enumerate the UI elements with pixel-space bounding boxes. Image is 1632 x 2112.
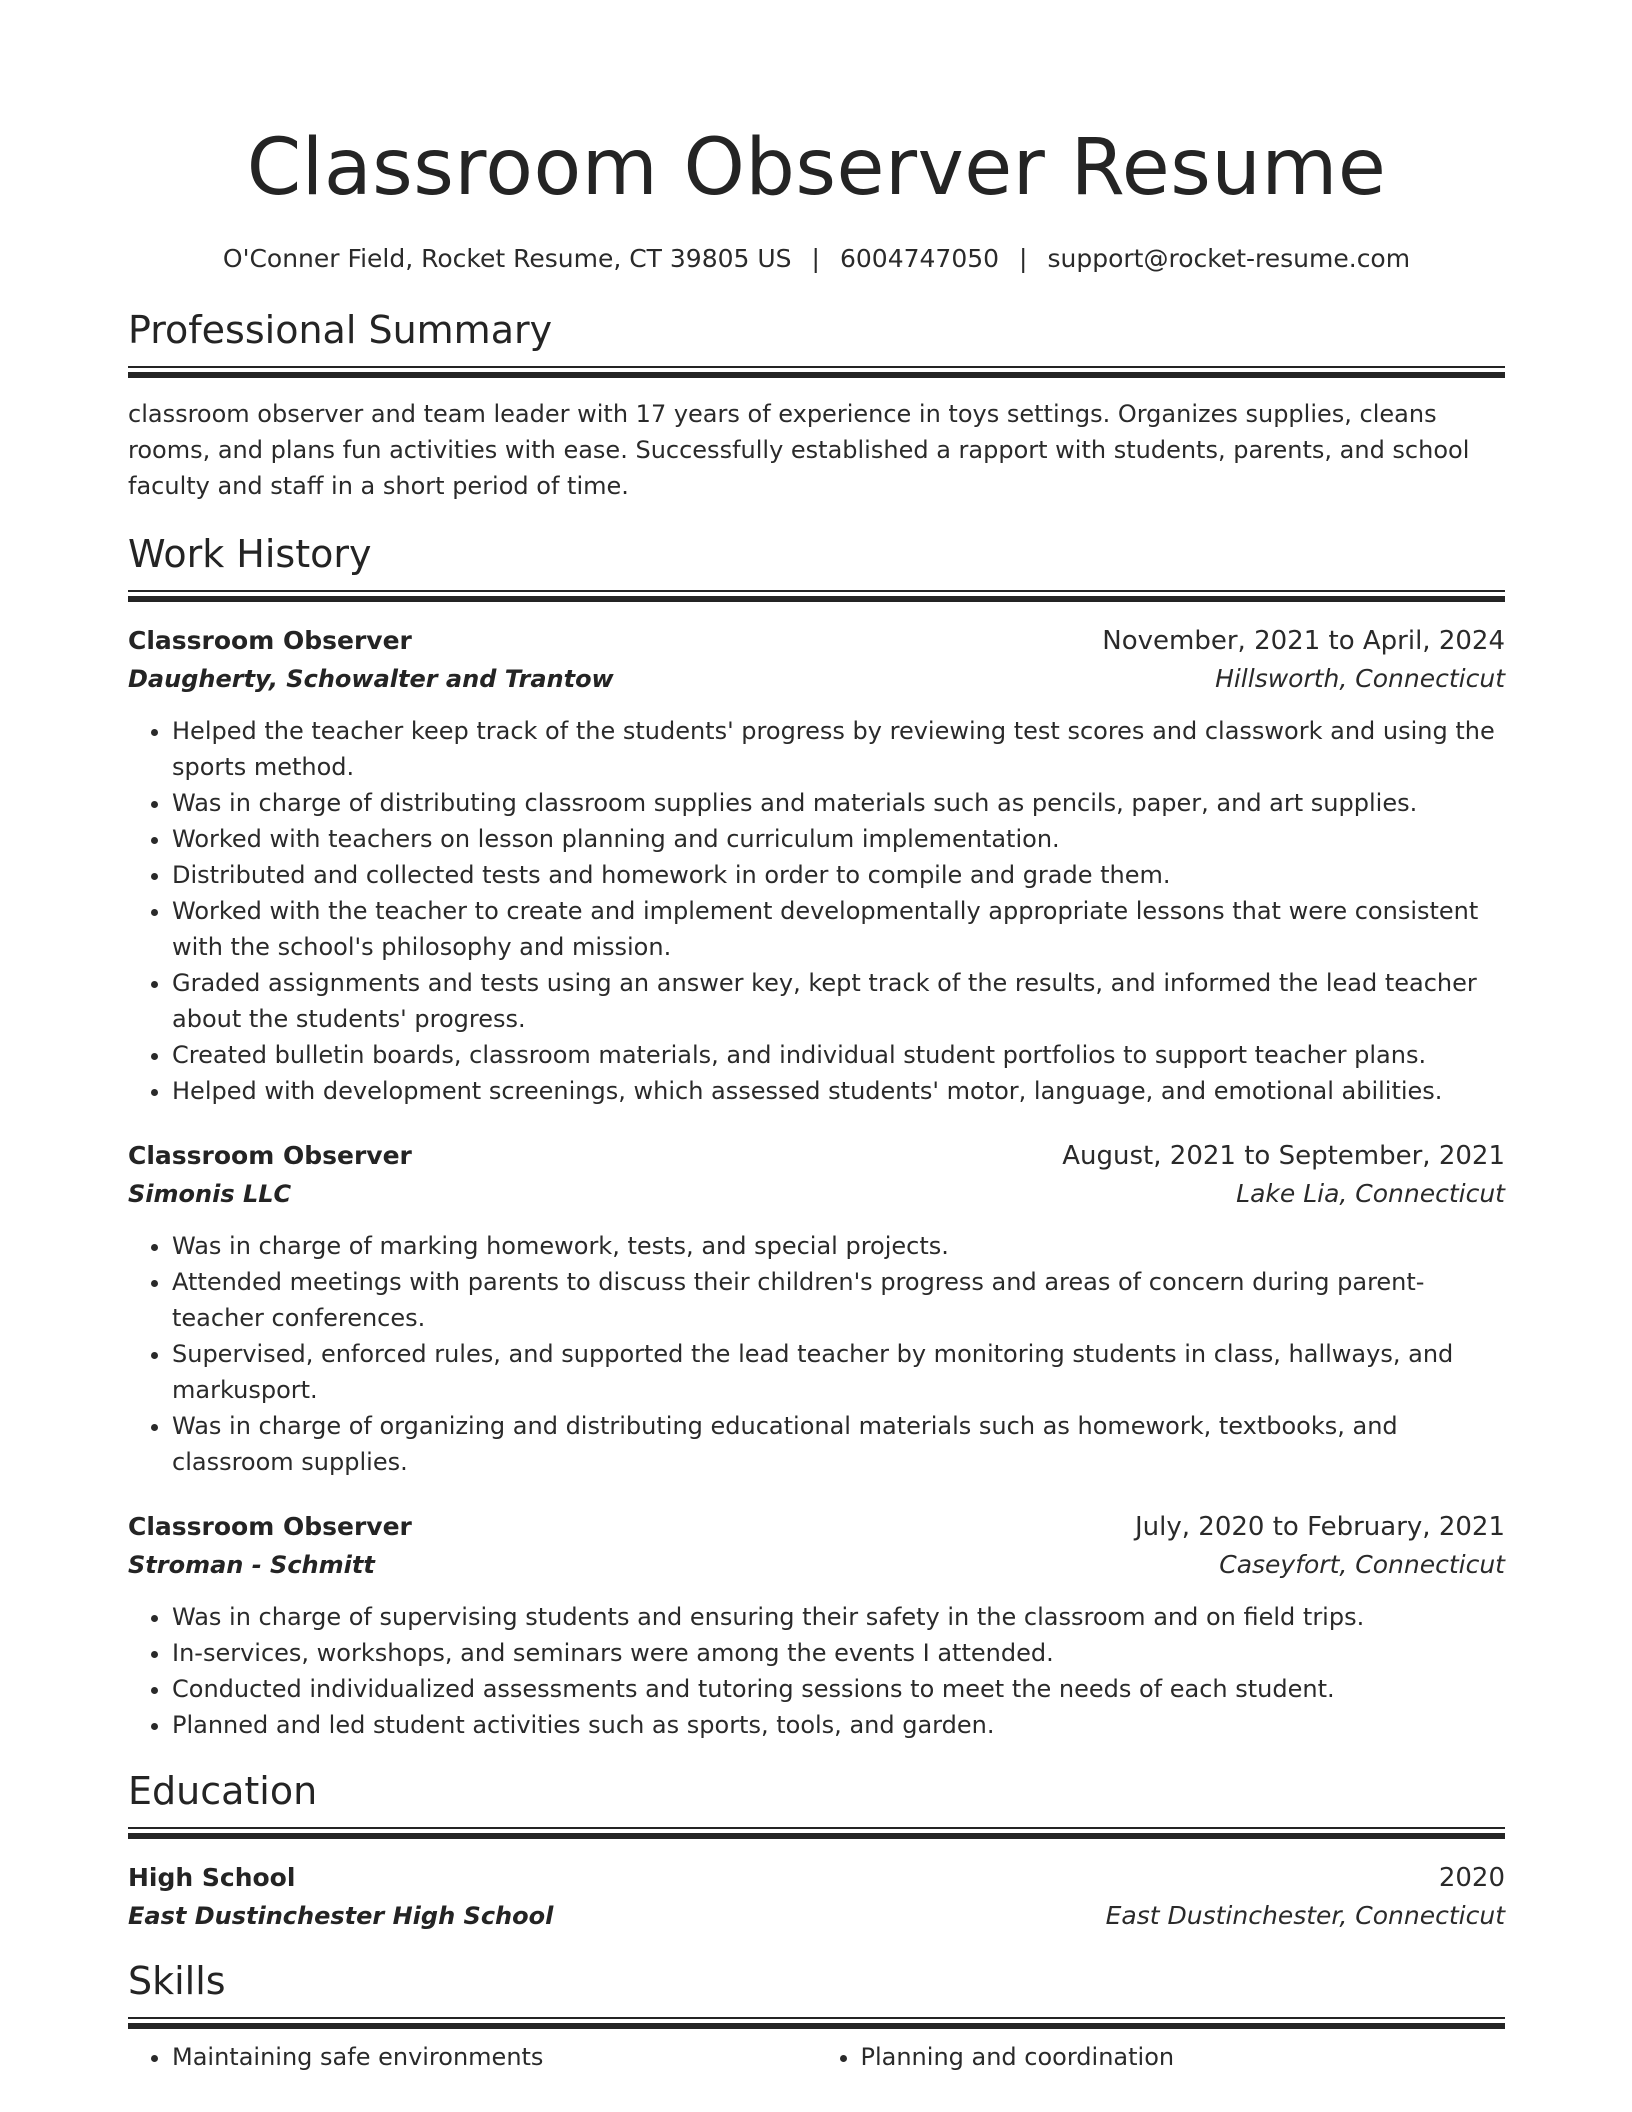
job-company: Daugherty, Schowalter and Trantow xyxy=(128,665,614,693)
job-header-row xyxy=(128,622,1505,660)
list-item: • Helped with development screenings, which assessed students' motor, language, and emotional abilities. xyxy=(172,1073,1505,1109)
job-location: Caseyfort, Connecticut xyxy=(1219,1550,1505,1579)
section-divider xyxy=(128,1827,1505,1839)
education-location: East Dustinchester, Connecticut xyxy=(1105,1901,1505,1930)
job-dates: November, 2021 to April, 2024 xyxy=(1102,626,1505,656)
work-history-section xyxy=(128,530,1505,1743)
skills-section xyxy=(128,1957,1505,2075)
job-location: Hillsworth, Connecticut xyxy=(1215,664,1505,693)
summary-text: classroom observer and team leader with 17 years of experience in toys settings. Organizes supplies, cleans rooms, and plans fun activities with ease. Successfully established a rapport with students, parents, and school faculty and staff in a short period of time. xyxy=(128,400,1470,500)
list-item: • Was in charge of supervising students and ensuring their safety in the classroom and on field trips. xyxy=(172,1599,1505,1635)
contact-address: O'Conner Field, Rocket Resume, CT 39805 US xyxy=(222,244,792,273)
job-header-row xyxy=(128,1137,1505,1175)
section-divider xyxy=(128,366,1505,378)
section-divider xyxy=(128,590,1505,602)
education-section xyxy=(128,1767,1505,1935)
education-heading: Education xyxy=(128,1769,318,1813)
education-school: East Dustinchester High School xyxy=(128,1902,554,1930)
job-title: Classroom Observer xyxy=(128,1512,412,1541)
list-item: • Was in charge of distributing classroom supplies and materials such as pencils, paper, and art supplies. xyxy=(172,785,1505,821)
list-item: • Graded assignments and tests using an answer key, kept track of the results, and informed the lead teacher about the students' progress. xyxy=(172,965,1505,1037)
job-company: Stroman - Schmitt xyxy=(128,1551,375,1579)
job-header-row xyxy=(128,1508,1505,1546)
section-divider xyxy=(128,2017,1505,2029)
contact-phone: 6004747050 xyxy=(839,244,1000,273)
skills-heading: Skills xyxy=(128,1959,226,2003)
job-company-row xyxy=(128,1175,1505,1213)
list-item: • Was in charge of organizing and distributing educational materials such as homework, textbooks, and classroom supplies. xyxy=(172,1408,1505,1480)
contact-separator: | xyxy=(811,244,820,273)
education-school-row xyxy=(128,1897,1505,1935)
contact-line xyxy=(128,242,1505,276)
list-item: • Attended meetings with parents to discuss their children's progress and areas of concern during parent-teacher conferences. xyxy=(172,1264,1505,1336)
job-duties-list xyxy=(128,1228,1505,1480)
list-item: • Was in charge of marking homework, tests, and special projects. xyxy=(172,1228,1505,1264)
job-title: Classroom Observer xyxy=(128,1141,412,1170)
list-item: • Worked with the teacher to create and implement developmentally appropriate lessons that were consistent with the school's philosophy and mission. xyxy=(172,893,1505,965)
job-entry xyxy=(128,1508,1505,1743)
list-item: • Distributed and collected tests and homework in order to compile and grade them. xyxy=(172,857,1505,893)
skills-column-left xyxy=(128,2039,817,2075)
list-item: • Worked with teachers on lesson planning and curriculum implementation. xyxy=(172,821,1505,857)
skills-list xyxy=(128,2039,1505,2075)
list-item: • Planned and led student activities such as sports, tools, and garden. xyxy=(172,1707,1505,1743)
education-year: 2020 xyxy=(1438,1863,1505,1893)
job-dates: August, 2021 to September, 2021 xyxy=(1062,1141,1505,1171)
list-item: • Conducted individualized assessments and tutoring sessions to meet the needs of each student. xyxy=(172,1671,1505,1707)
job-company: Simonis LLC xyxy=(128,1180,292,1208)
job-entry xyxy=(128,622,1505,1109)
list-item: • Created bulletin boards, classroom materials, and individual student portfolios to support teacher plans. xyxy=(172,1037,1505,1073)
education-header-row xyxy=(128,1859,1505,1897)
skills-column-right xyxy=(817,2039,1506,2075)
list-item: • Helped the teacher keep track of the students' progress by reviewing test scores and classwork and using the sports method. xyxy=(172,713,1505,785)
job-location: Lake Lia, Connecticut xyxy=(1236,1179,1505,1208)
work-history-heading: Work History xyxy=(128,532,372,576)
contact-separator: | xyxy=(1019,244,1028,273)
job-dates: July, 2020 to February, 2021 xyxy=(1135,1512,1505,1542)
skill-item: • Maintaining safe environments xyxy=(172,2039,817,2075)
contact-email: support@rocket-resume.com xyxy=(1047,244,1411,273)
skill-item: • Planning and coordination xyxy=(861,2039,1506,2075)
job-duties-list xyxy=(128,1599,1505,1743)
list-item: • Supervised, enforced rules, and supported the lead teacher by monitoring students in class, hallways, and markusport. xyxy=(172,1336,1505,1408)
education-degree: High School xyxy=(128,1863,296,1892)
education-entry xyxy=(128,1859,1505,1935)
summary-section xyxy=(128,306,1505,504)
job-entry xyxy=(128,1137,1505,1480)
job-title: Classroom Observer xyxy=(128,626,412,655)
list-item: • In-services, workshops, and seminars were among the events I attended. xyxy=(172,1635,1505,1671)
job-company-row xyxy=(128,660,1505,698)
summary-heading: Professional Summary xyxy=(128,308,553,352)
resume-title: Classroom Observer Resume xyxy=(246,123,1387,213)
job-duties-list xyxy=(128,713,1505,1109)
job-company-row xyxy=(128,1546,1505,1584)
